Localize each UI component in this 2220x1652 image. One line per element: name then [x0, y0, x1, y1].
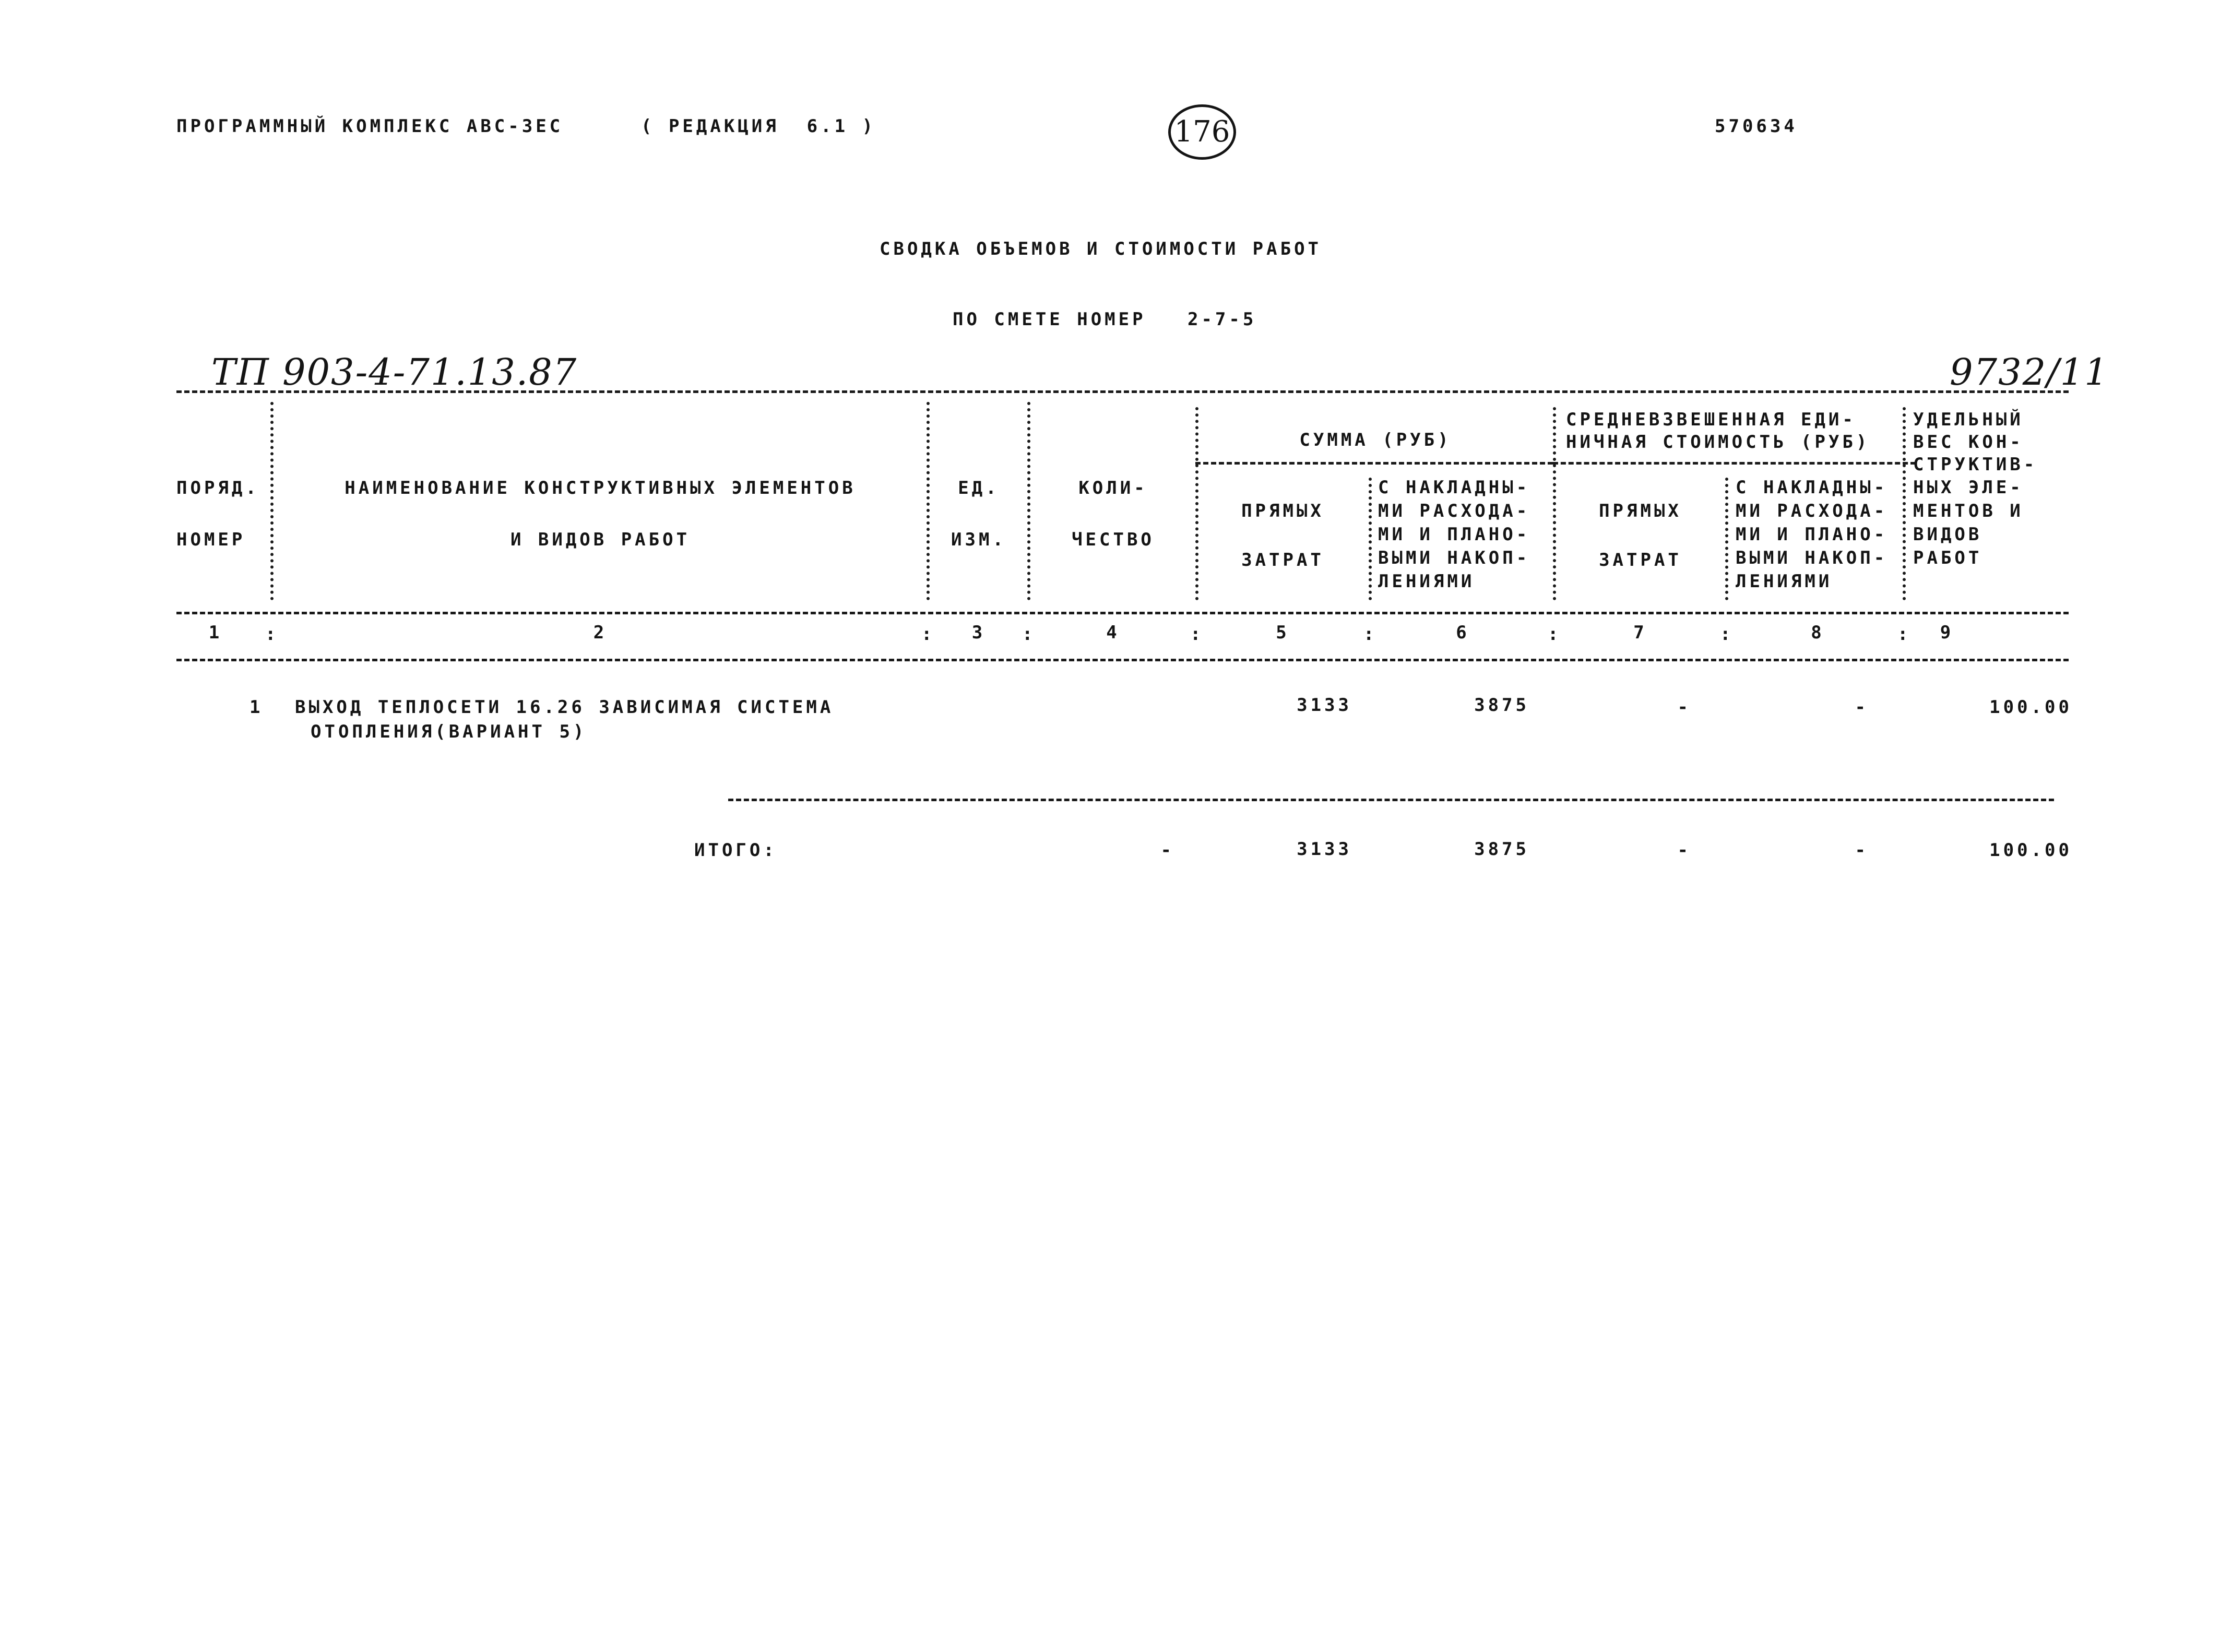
edition-label: ( РЕДАКЦИЯ 6.1 ): [641, 116, 876, 137]
row1-share: 100.00: [1989, 697, 2072, 718]
total-share: 100.00: [1989, 840, 2072, 861]
numbers-bottom-rule: [176, 659, 2069, 661]
col8-header-line5: ЛЕНИЯМИ: [1736, 571, 1833, 592]
table-top-rule: [176, 390, 2069, 393]
col2-header-line2: И ВИДОВ РАБОТ: [510, 529, 691, 550]
page-number-stamp: [1168, 104, 1236, 160]
colnum-sep-5: :: [1363, 624, 1374, 645]
col4-header-line1: КОЛИ-: [1078, 478, 1148, 498]
avg-group-header-line2: НИЧНАЯ СТОИМОСТЬ (РУБ): [1566, 432, 1870, 453]
program-name: ПРОГРАММНЫЙ КОМПЛЕКС АВС-3ЕС: [176, 116, 564, 137]
col-separator-3: [1027, 402, 1030, 600]
total-overhead-cost: 3875: [1474, 839, 1529, 860]
total-rule: [728, 799, 2054, 801]
colnum-2: 2: [593, 622, 608, 643]
total-quantity: -: [1160, 840, 1174, 861]
col3-header-line2: ИЗМ.: [951, 529, 1006, 550]
col-separator-6: [1553, 407, 1556, 600]
avg-group-rule: [1553, 462, 1916, 465]
colnum-8: 8: [1811, 622, 1825, 643]
total-direct-cost: 3133: [1297, 839, 1352, 860]
colnum-6: 6: [1456, 622, 1470, 643]
col1-header-line1: ПОРЯД.: [176, 478, 259, 498]
header-bottom-rule: [176, 612, 2069, 614]
row1-number: 1: [250, 697, 264, 718]
colnum-sep-7: :: [1720, 624, 1731, 645]
col9-header-line3: СТРУКТИВ-: [1913, 454, 2038, 475]
col-separator-8: [1903, 407, 1906, 600]
col3-header-line1: ЕД.: [958, 478, 1000, 498]
row1-avg-direct: -: [1677, 697, 1691, 718]
page-number: 176: [1174, 115, 1230, 149]
row1-overhead-cost: 3875: [1474, 695, 1529, 716]
colnum-9: 9: [1940, 622, 1954, 643]
colnum-4: 4: [1106, 622, 1120, 643]
col8-header-line2: МИ РАСХОДА-: [1736, 501, 1888, 521]
col4-header-line2: ЧЕСТВО: [1072, 529, 1155, 550]
col-separator-5: [1369, 478, 1372, 600]
col9-header-line2: ВЕС КОН-: [1913, 432, 2024, 453]
col-separator-7: [1725, 478, 1728, 600]
col-separator-1: [270, 402, 274, 600]
col5-header-line1: ПРЯМЫХ: [1241, 501, 1324, 521]
col8-header-line1: С НАКЛАДНЫ-: [1736, 477, 1888, 498]
col8-header-line3: МИ И ПЛАНО-: [1736, 524, 1888, 545]
total-avg-direct: -: [1677, 840, 1691, 861]
col-separator-2: [927, 402, 930, 600]
row1-direct-cost: 3133: [1297, 695, 1352, 716]
colnum-sep-3: :: [1022, 624, 1033, 645]
colnum-sep-2: :: [921, 624, 932, 645]
row1-avg-overhead: -: [1855, 697, 1869, 718]
document-code: 570634: [1715, 116, 1798, 137]
col6-header-line3: МИ И ПЛАНО-: [1378, 524, 1530, 545]
row1-name-line1: ВЫХОД ТЕПЛОСЕТИ 16.26 ЗАВИСИМАЯ СИСТЕМА: [295, 697, 834, 718]
col6-header-line2: МИ РАСХОДА-: [1378, 501, 1530, 521]
sum-group-rule: [1195, 462, 1553, 465]
total-avg-overhead: -: [1855, 840, 1869, 861]
col2-header-line1: НАИМЕНОВАНИЕ КОНСТРУКТИВНЫХ ЭЛЕМЕНТОВ: [345, 478, 856, 498]
sum-group-header: СУММА (РУБ): [1299, 430, 1452, 450]
col9-header-line4: НЫХ ЭЛЕ-: [1913, 477, 2024, 498]
report-title: СВОДКА ОБЪЕМОВ И СТОИМОСТИ РАБОТ: [880, 239, 1322, 259]
col7-header-line2: ЗАТРАТ: [1599, 550, 1682, 571]
col9-header-line7: РАБОТ: [1913, 548, 1982, 568]
colnum-7: 7: [1633, 622, 1647, 643]
colnum-5: 5: [1276, 622, 1290, 643]
colnum-1: 1: [208, 622, 223, 643]
colnum-sep-1: :: [265, 624, 276, 645]
report-subtitle: ПО СМЕТЕ НОМЕР 2-7-5: [953, 309, 1257, 330]
colnum-sep-4: :: [1190, 624, 1201, 645]
col6-header-line1: С НАКЛАДНЫ-: [1378, 477, 1530, 498]
colnum-sep-6: :: [1548, 624, 1559, 645]
col9-header-line6: ВИДОВ: [1913, 524, 1982, 545]
col5-header-line2: ЗАТРАТ: [1241, 550, 1324, 571]
col9-header-line1: УДЕЛЬНЫЙ: [1913, 409, 2024, 430]
avg-group-header-line1: СРЕДНЕВЗВЕШЕННАЯ ЕДИ-: [1566, 409, 1856, 430]
col9-header-line5: МЕНТОВ И: [1913, 501, 2024, 521]
handwritten-archive-number: 9732/11: [1950, 351, 2109, 394]
col7-header-line1: ПРЯМЫХ: [1599, 501, 1682, 521]
col8-header-line4: ВЫМИ НАКОП-: [1736, 548, 1888, 568]
col1-header-line2: НОМЕР: [176, 529, 246, 550]
total-label: ИТОГО:: [694, 840, 777, 861]
handwritten-project-code: ТП 903-4-71.13.87: [211, 351, 578, 394]
colnum-3: 3: [971, 622, 986, 643]
col6-header-line4: ВЫМИ НАКОП-: [1378, 548, 1530, 568]
col-separator-4: [1195, 407, 1198, 600]
col6-header-line5: ЛЕНИЯМИ: [1378, 571, 1475, 592]
colnum-sep-8: :: [1897, 624, 1908, 645]
row1-name-line2: ОТОПЛЕНИЯ(ВАРИАНТ 5): [311, 721, 587, 742]
